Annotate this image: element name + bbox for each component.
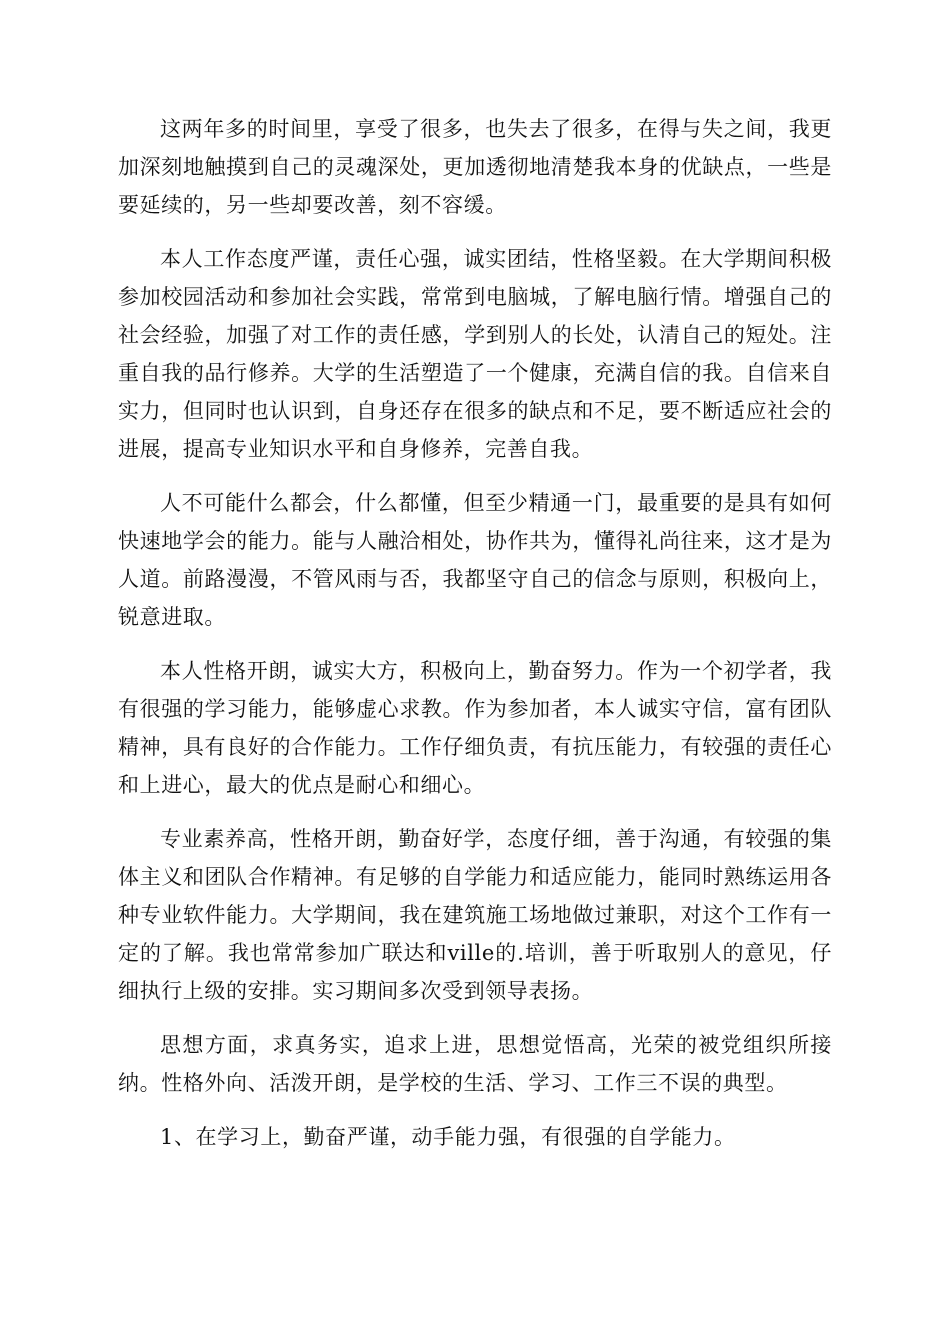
paragraph-2: 本人工作态度严谨，责任心强，诚实团结，性格坚毅。在大学期间积极参加校园活动和参加社会实践，常常到电脑城，了解电脑行情。增强自己的社会经验，加强了对工作的责任感，学到别人的长处，认清自己的短处。注重自我的品行修养。大学的生活塑造了一个健康，充满自信的我。自信来自实力，但同时也认识到，自身还存在很多的缺点和不足，要不断适应社会的进展，提高专业知识水平和自身修养，完善自我。 bbox=[118, 247, 832, 461]
paragraph-7: 1、在学习上，勤奋严谨，动手能力强，有很强的自学能力。 bbox=[160, 1125, 736, 1149]
paragraph-5: 专业素养高，性格开朗，勤奋好学，态度仔细，善于沟通，有较强的集体主义和团队合作精神。有足够的自学能力和适应能力，能同时熟练运用各种专业软件能力。大学期间，我在建筑施工场地做过兼职，对这个工作有一定的了解。我也常常参加广联达和ville的.培训，善于听取别人的意见，仔细执行上级的安排。实习期间多次受到领导表扬。 bbox=[118, 827, 832, 1003]
paragraph-4: 本人性格开朗，诚实大方，积极向上，勤奋努力。作为一个初学者，我有很强的学习能力，能够虚心求教。作为参加者，本人诚实守信，富有团队精神，具有良好的合作能力。工作仔细负责，有抗压能力，有较强的责任心和上进心，最大的优点是耐心和细心。 bbox=[118, 659, 832, 797]
paragraph-3: 人不可能什么都会，什么都懂，但至少精通一门，最重要的是具有如何快速地学会的能力。能与人融洽相处，协作共为，懂得礼尚往来，这才是为人道。前路漫漫，不管风雨与否，我都坚守自己的信念与原则，积极向上，锐意进取。 bbox=[118, 491, 832, 629]
paragraph-6: 思想方面，求真务实，追求上进，思想觉悟高，光荣的被党组织所接纳。性格外向、活泼开朗，是学校的生活、学习、工作三不误的典型。 bbox=[118, 1033, 832, 1095]
paragraph-1: 这两年多的时间里，享受了很多，也失去了很多，在得与失之间，我更加深刻地触摸到自己的灵魂深处，更加透彻地清楚我本身的优缺点，一些是要延续的，另一些却要改善，刻不容缓。 bbox=[118, 117, 832, 217]
document-body bbox=[118, 110, 832, 1172]
